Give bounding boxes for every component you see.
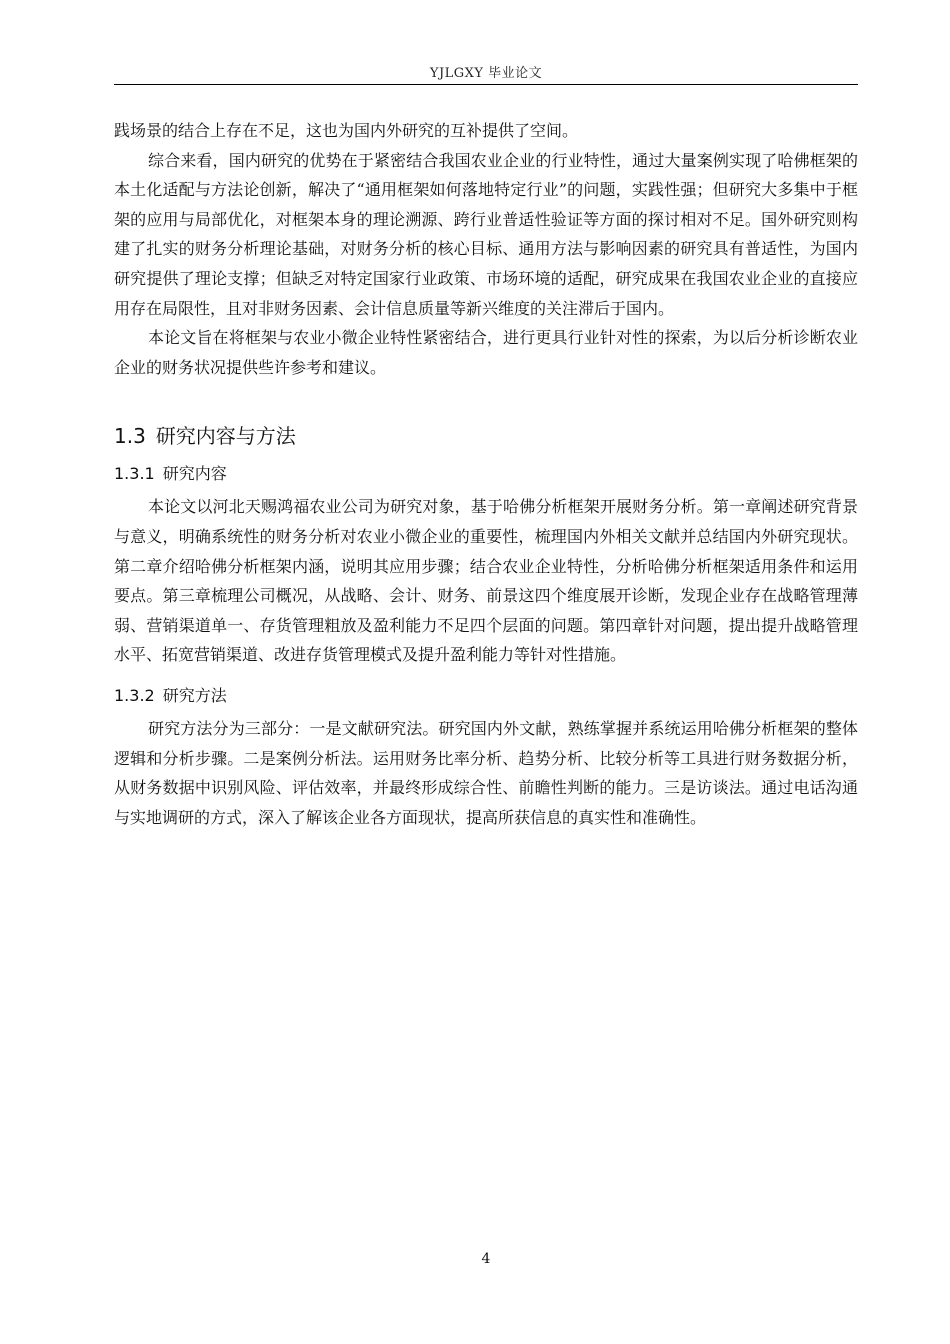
section-number: 1.3 bbox=[114, 424, 146, 449]
subsection-heading-1-3-2 bbox=[114, 684, 858, 708]
paragraph-continued: 践场景的结合上存在不足，这也为国内外研究的互补提供了空间。 bbox=[114, 121, 579, 140]
subsection-number: 1.3.2 bbox=[114, 685, 155, 705]
subsection-number: 1.3.1 bbox=[114, 464, 155, 484]
paragraph-summary: 综合来看，国内研究的优势在于紧密结合我国农业企业的行业特性，通过大量案例实现了哈佛框架的本土化适配与方法论创新，解决了“通用框架如何落地特定行业”的问题，实践性强；但研究大多集中于框架的应用与局部优化，对框架本身的理论溯源、跨行业普适性验证等方面的探讨相对不足。国外研究则构建了扎实的财务分析理论基础，对财务分析的核心目标、通用方法与影响因素的研究具有普适性，为国内研究提供了理论支撑；但缺乏对特定国家行业政策、市场环境的适配，研究成果在我国农业企业的直接应用存在局限性，且对非财务因素、会计信息质量等新兴维度的关注滞后于国内。 bbox=[114, 150, 858, 318]
page-number: 4 bbox=[481, 1251, 491, 1267]
section-title: 研究内容与方法 bbox=[155, 424, 296, 449]
running-header: YJLGXY 毕业论文 bbox=[429, 66, 543, 81]
paragraph-aim: 本论文旨在将框架与农业小微企业特性紧密结合，进行更具行业针对性的探索，为以后分析诊断农业企业的财务状况提供些许参考和建议。 bbox=[114, 328, 858, 377]
section-heading-1-3 bbox=[114, 422, 858, 450]
subsection-title: 研究内容 bbox=[162, 464, 227, 484]
paragraph-research-content: 本论文以河北天赐鸿福农业公司为研究对象，基于哈佛分析框架开展财务分析。第一章阐述研究背景与意义，明确系统性的财务分析对农业小微企业的重要性，梳理国内外相关文献并总结国内外研究现状。第二章介绍哈佛分析框架内涵，说明其应用步骤；结合农业企业特性，分析哈佛分析框架适用条件和运用要点。第三章梳理公司概况，从战略、会计、财务、前景这四个维度展开诊断，发现企业存在战略管理薄弱、营销渠道单一、存货管理粗放及盈利能力不足四个层面的问题。第四章针对问题，提出提升战略管理水平、拓宽营销渠道、改进存货管理模式及提升盈利能力等针对性措施。 bbox=[114, 497, 858, 665]
header-divider bbox=[114, 84, 858, 85]
page-body bbox=[114, 116, 858, 832]
subsection-heading-1-3-1 bbox=[114, 462, 858, 486]
paragraph-research-method: 研究方法分为三部分：一是文献研究法。研究国内外文献，熟练掌握并系统运用哈佛分析框架的整体逻辑和分析步骤。二是案例分析法。运用财务比率分析、趋势分析、比较分析等工具进行财务数据分析，从财务数据中识别风险、评估效率，并最终形成综合性、前瞻性判断的能力。三是访谈法。通过电话沟通与实地调研的方式，深入了解该企业各方面现状，提高所获信息的真实性和准确性。 bbox=[114, 718, 858, 827]
subsection-title: 研究方法 bbox=[162, 685, 227, 705]
